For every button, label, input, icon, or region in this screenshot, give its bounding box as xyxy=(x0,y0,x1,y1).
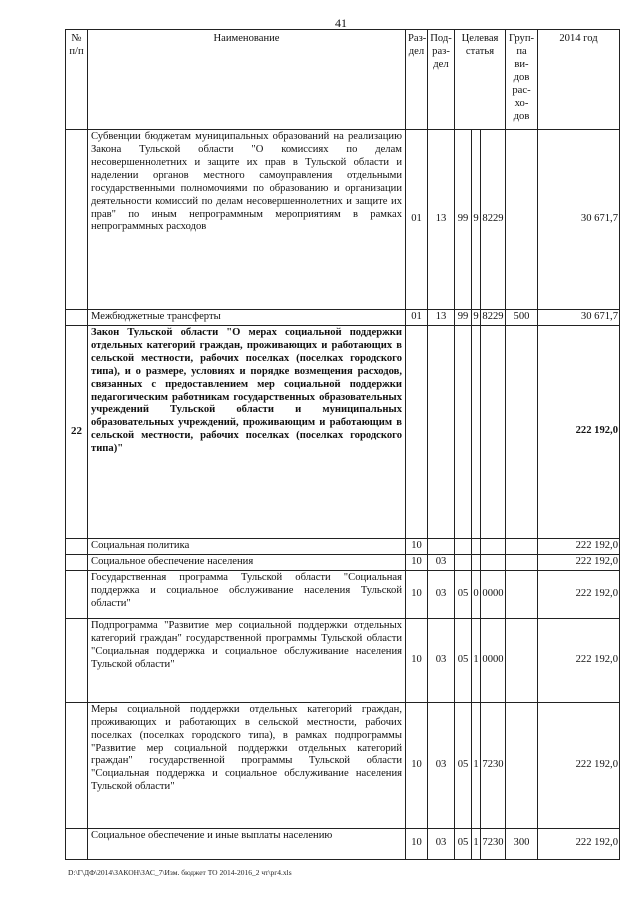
row-target-sub xyxy=(472,538,481,554)
row-section: 10 xyxy=(406,618,428,702)
row-section: 10 xyxy=(406,828,428,859)
row-target-sub: 9 xyxy=(472,130,481,310)
row-name: Социальное обеспечение и иные выплаты населению xyxy=(88,828,406,859)
row-target-program xyxy=(455,325,472,538)
row-subsection: 13 xyxy=(428,310,455,326)
row-name: Меры социальной поддержки отдельных категорий граждан, проживающих и работающих в сельской местности, рабочих поселках (поселках городского типа), в рамках подпрограммы "Развитие мер социальной поддержки отдельных категорий граждан" государственной программы Тульской области "Социальная поддержка и социальное обслуживание населения Тульской области" xyxy=(88,702,406,828)
row-section: 10 xyxy=(406,554,428,570)
page-number: 41 xyxy=(335,16,347,30)
row-section: 10 xyxy=(406,702,428,828)
row-group xyxy=(506,538,538,554)
row-group xyxy=(506,570,538,618)
row-name: Закон Тульской области "О мерах социальной поддержки отдельных категорий граждан, проживающих и работающих в сельской местности, рабочих поселках (поселках городского типа), и о размере, условиях и порядке возмещения расходов, связанных с предоставлением мер социальной поддержки педагогическим работникам государственных образовательных учреждений Тульской области и муниципальных образовательных учреждений, проживающим и работающим в сельской местности, рабочих поселках (поселках городского типа)" xyxy=(88,325,406,538)
header-section: Раз- дел xyxy=(406,30,428,130)
row-name: Государственная программа Тульской области "Социальная поддержка и социальное обслуживание населения Тульской области" xyxy=(88,570,406,618)
row-amount: 30 671,7 xyxy=(538,310,620,326)
row-subsection: 03 xyxy=(428,702,455,828)
header-group: Груп- па ви- дов рас- хо- дов xyxy=(506,30,538,130)
row-section: 10 xyxy=(406,538,428,554)
row-target-code xyxy=(481,554,506,570)
row-target-sub: 1 xyxy=(472,702,481,828)
row-amount: 222 192,0 xyxy=(538,828,620,859)
row-subsection: 03 xyxy=(428,554,455,570)
row-group: 500 xyxy=(506,310,538,326)
table-row xyxy=(66,130,620,310)
row-subsection: 03 xyxy=(428,570,455,618)
row-group xyxy=(506,618,538,702)
row-target-program xyxy=(455,554,472,570)
row-name: Подпрограмма "Развитие мер социальной поддержки отдельных категорий граждан" государственной программы Тульской области "Социальная поддержка и социальное обслуживание населения Тульской области" xyxy=(88,618,406,702)
row-group xyxy=(506,325,538,538)
file-path-footer: D:\Г\ДФ\2014\ЗАКОН\ЗАС_7\Изм. бюджет ТО 2014-2016_2 чт\рг4.xls xyxy=(68,868,292,877)
row-section xyxy=(406,325,428,538)
row-target-sub: 9 xyxy=(472,310,481,326)
row-target-program: 05 xyxy=(455,618,472,702)
row-subsection xyxy=(428,325,455,538)
table-row xyxy=(66,310,620,326)
row-num: 22 xyxy=(66,325,88,538)
row-target-program: 05 xyxy=(455,702,472,828)
header-name: Наименование xyxy=(88,30,406,130)
row-target-program: 99 xyxy=(455,310,472,326)
table-header-row xyxy=(66,30,620,130)
row-amount: 222 192,0 xyxy=(538,325,620,538)
row-target-code: 7230 xyxy=(481,702,506,828)
row-group xyxy=(506,554,538,570)
row-target-sub: 1 xyxy=(472,828,481,859)
row-amount: 222 192,0 xyxy=(538,538,620,554)
table-row xyxy=(66,570,620,618)
budget-table xyxy=(65,29,620,860)
row-num xyxy=(66,828,88,859)
row-amount: 222 192,0 xyxy=(538,618,620,702)
table-row xyxy=(66,554,620,570)
row-group xyxy=(506,702,538,828)
row-amount: 30 671,7 xyxy=(538,130,620,310)
row-target-program: 05 xyxy=(455,570,472,618)
row-target-code xyxy=(481,538,506,554)
row-subsection: 13 xyxy=(428,130,455,310)
row-num xyxy=(66,618,88,702)
row-num xyxy=(66,130,88,310)
row-amount: 222 192,0 xyxy=(538,570,620,618)
row-target-sub xyxy=(472,325,481,538)
table-row xyxy=(66,702,620,828)
row-name: Межбюджетные трансферты xyxy=(88,310,406,326)
header-subsection: Под- раз- дел xyxy=(428,30,455,130)
row-name: Субвенции бюджетам муниципальных образований на реализацию Закона Тульской области "О комиссиях по делам несовершеннолетних и защите их прав в Тульской области и наделении органов местного самоуправления отдельными государственными полномочиями по образованию и организации деятельности комиссий по делам несовершеннолетних и защите их прав" по иным непрограммным мероприятиям в рамках непрограммных расходов xyxy=(88,130,406,310)
header-target: Целевая статья xyxy=(455,30,506,130)
row-target-sub: 0 xyxy=(472,570,481,618)
row-target-code: 0000 xyxy=(481,570,506,618)
header-num: № п/п xyxy=(66,30,88,130)
row-target-code: 7230 xyxy=(481,828,506,859)
row-subsection: 03 xyxy=(428,828,455,859)
table-row xyxy=(66,828,620,859)
row-num xyxy=(66,310,88,326)
row-num xyxy=(66,538,88,554)
row-name: Социальная политика xyxy=(88,538,406,554)
row-group: 300 xyxy=(506,828,538,859)
row-target-code: 0000 xyxy=(481,618,506,702)
row-target-program xyxy=(455,538,472,554)
table-row xyxy=(66,618,620,702)
row-section: 10 xyxy=(406,570,428,618)
row-target-program: 05 xyxy=(455,828,472,859)
row-num xyxy=(66,702,88,828)
row-target-sub: 1 xyxy=(472,618,481,702)
row-target-code xyxy=(481,325,506,538)
header-year: 2014 год xyxy=(538,30,620,130)
table-row xyxy=(66,325,620,538)
row-subsection: 03 xyxy=(428,618,455,702)
table-row xyxy=(66,538,620,554)
row-target-code: 8229 xyxy=(481,130,506,310)
row-target-sub xyxy=(472,554,481,570)
row-amount: 222 192,0 xyxy=(538,702,620,828)
row-num xyxy=(66,570,88,618)
row-subsection xyxy=(428,538,455,554)
row-amount: 222 192,0 xyxy=(538,554,620,570)
row-section: 01 xyxy=(406,130,428,310)
row-target-program: 99 xyxy=(455,130,472,310)
row-num xyxy=(66,554,88,570)
row-name: Социальное обеспечение населения xyxy=(88,554,406,570)
row-section: 01 xyxy=(406,310,428,326)
row-target-code: 8229 xyxy=(481,310,506,326)
row-group xyxy=(506,130,538,310)
